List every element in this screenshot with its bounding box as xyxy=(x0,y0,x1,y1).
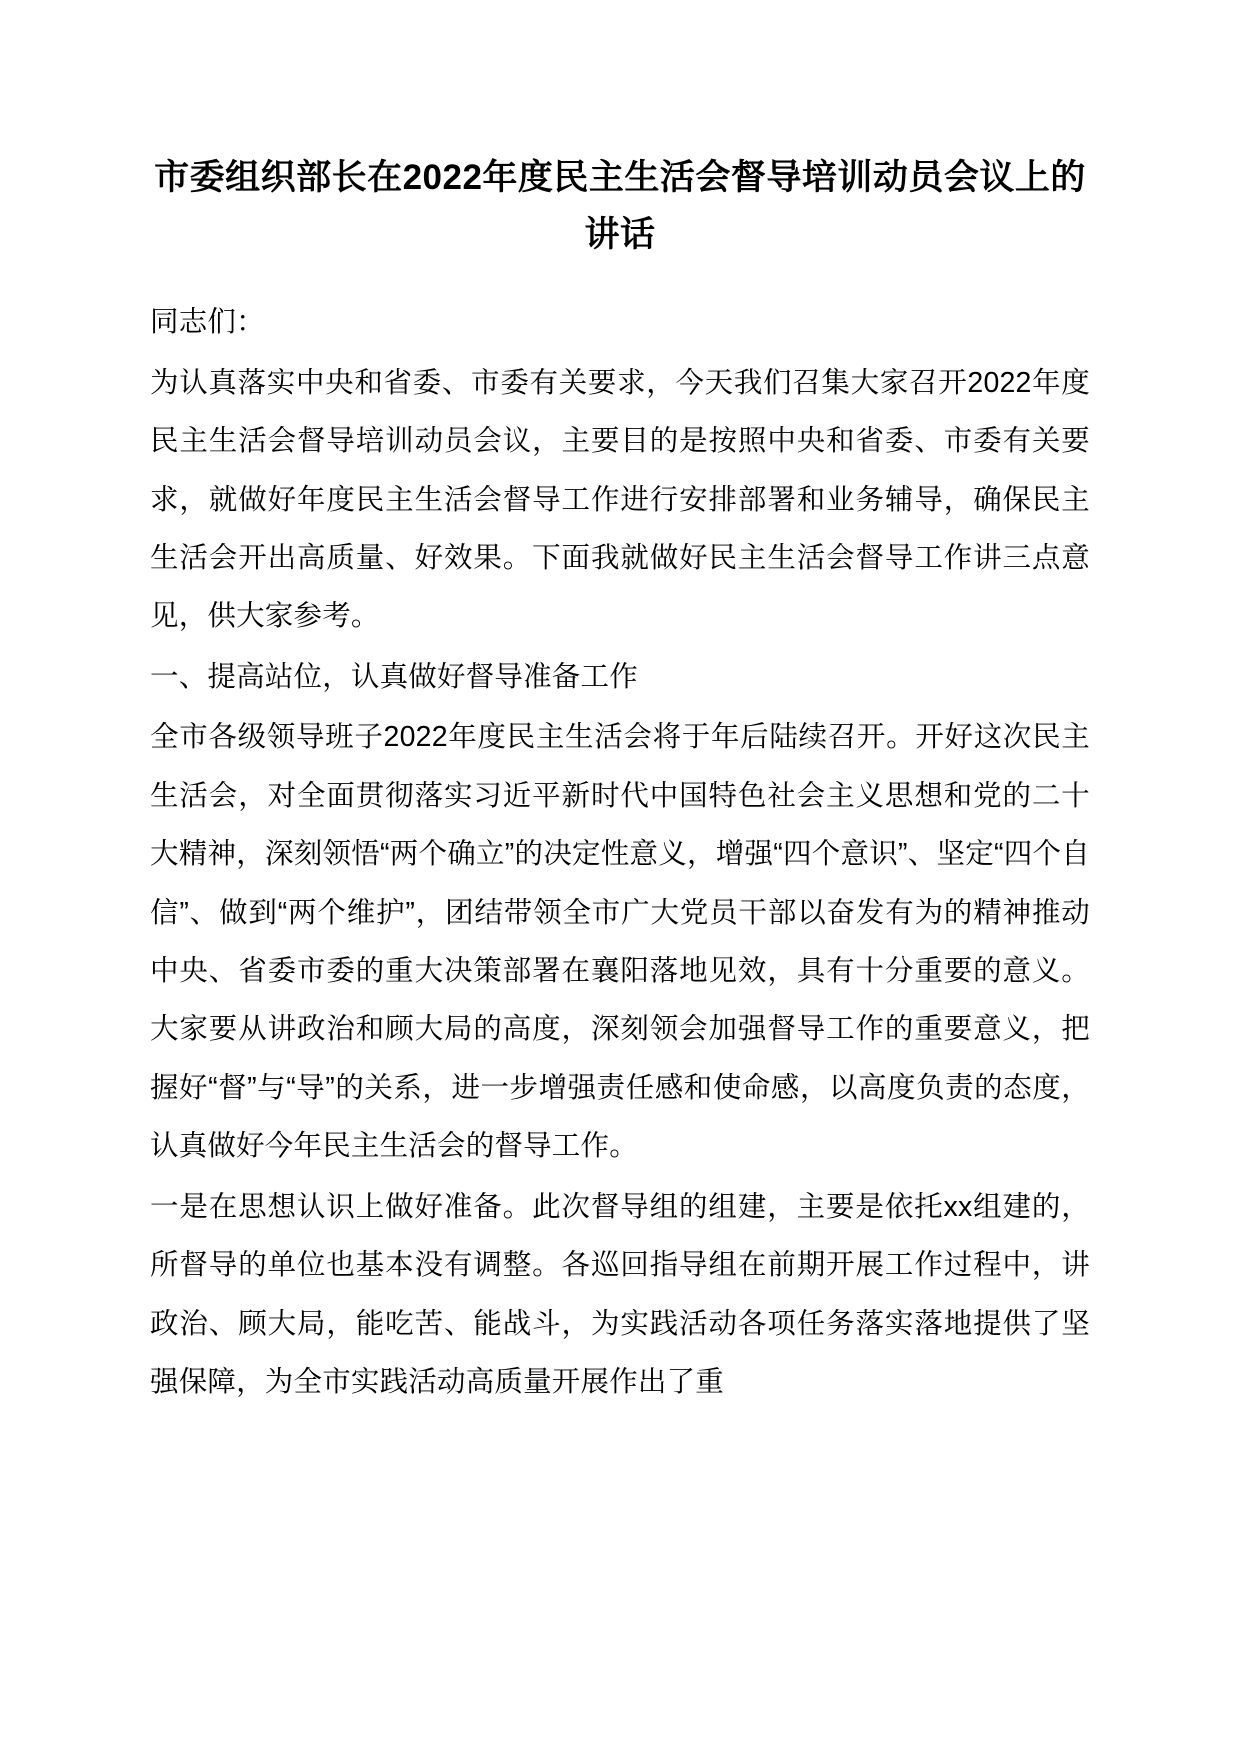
section-heading-one: 一、提高站位，认真做好督导准备工作 xyxy=(150,660,638,693)
paragraph-section-one-body-2: 一是在思想认识上做好准备。此次督导组的组建，主要是依托xx组建的，所督导的单位也基本没有调整。各巡回指导组在前期开展工作过程中，讲政治、顾大局，能吃苦、能战斗，为实践活动各项任务落实落地提供了坚强保障，为全市实践活动高质量开展作出了重 xyxy=(150,1190,1090,1398)
page-title: 市委组织部长在2022年度民主生活会督导培训动员会议上的讲话 xyxy=(154,158,1086,254)
paragraph-section-one-body-1: 全市各级领导班子2022年度民主生活会将于年后陆续召开。开好这次民主生活会，对全面贯彻落实习近平新时代中国特色社会主义思想和党的二十大精神，深刻领悟“两个确立”的决定性意义，增强“四个意识”、坚定“四个自信”、做到“两个维护”，团结带领全市广大党员干部以奋发有为的精神推动中央、省委市委的重大决策部署在襄阳落地见效，具有十分重要的意义。大家要从讲政治和顾大局的高度，深刻领会加强督导工作的重要意义，把握好“督”与“导”的关系，进一步增强责任感和使命感，以高度负责的态度，认真做好今年民主生活会的督导工作。 xyxy=(150,721,1090,1163)
document-body xyxy=(150,293,1090,1411)
paragraph-intro: 为认真落实中央和省委、市委有关要求，今天我们召集大家召开2022年度民主生活会督导培训动员会议，主要目的是按照中央和省委、市委有关要求，就做好年度民主生活会督导工作进行安排部署和业务辅导，确保民主生活会开出高质量、好效果。下面我就做好民主生活会督导工作讲三点意见，供大家参考。 xyxy=(150,366,1090,633)
paragraph-salutation: 同志们： xyxy=(150,306,265,339)
